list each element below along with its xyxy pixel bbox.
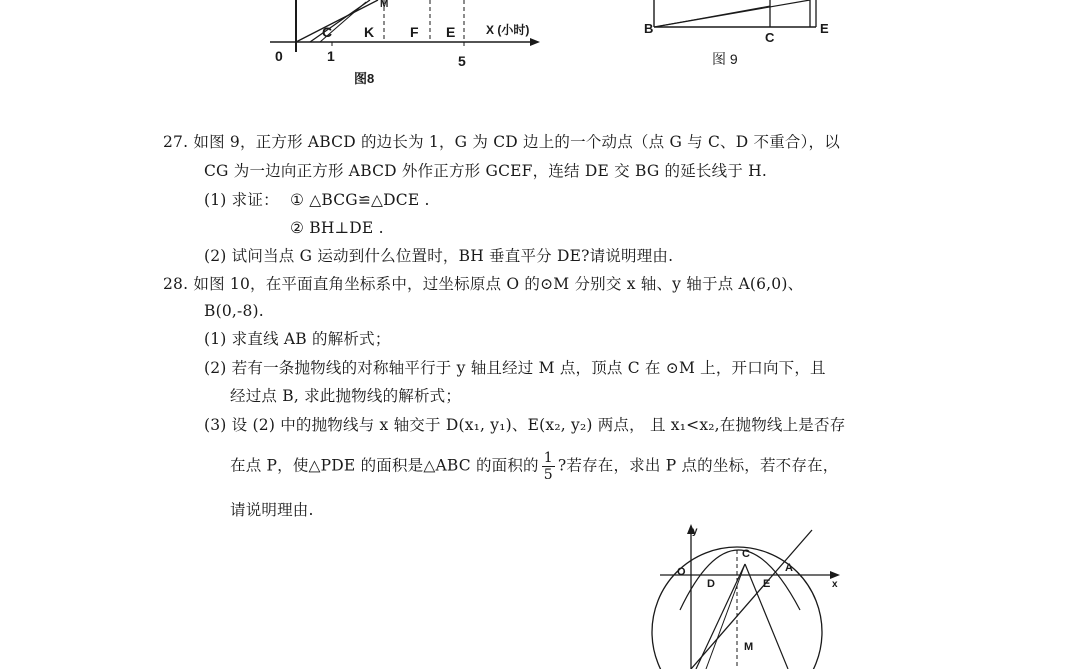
fig10-point-e: E xyxy=(763,578,771,590)
q28-line-2: B(0,-8). xyxy=(204,302,264,320)
q27-line-1: 27. 如图 9，正方形 ABCD 的边长为 1，G 为 CD 边上的一个动点（点 G 与 C、D 不重合），以 xyxy=(163,133,840,151)
fig8-tick-1: 1 xyxy=(327,48,335,64)
fig8-point-e: E xyxy=(446,24,456,40)
fig8-caption: 图8 xyxy=(354,71,375,86)
q27-part2: (2) 试问当点 G 运动到什么位置时，BH 垂直平分 DE?请说明理由. xyxy=(204,247,674,265)
fig8-tick-0: 0 xyxy=(275,48,283,64)
q28-part3-line-1: (3) 设 (2) 中的抛物线与 x 轴交于 D(x₁, y₁)、E(x₂, y₂) 两点， 且 x₁<x₂,在抛物线上是否存 xyxy=(204,416,846,434)
fig8-point-k: K xyxy=(364,24,375,40)
q27-part1-label: (1) 求证： xyxy=(204,191,279,209)
figure-10 xyxy=(640,520,860,669)
fraction-numerator: 1 xyxy=(543,450,553,466)
fig10-point-a: A xyxy=(785,562,793,574)
fig10-point-o: O xyxy=(677,566,686,578)
q27-line-2: CG 为一边向正方形 ABCD 外作正方形 GCEF，连结 DE 交 BG 的延长线于 H. xyxy=(204,162,768,180)
q28-part3-line-2 xyxy=(230,450,838,483)
q28-line-1: 28. 如图 10，在平面直角坐标系中，过坐标原点 O 的⊙M 分别交 x 轴、y 轴于点 A(6,0)、 xyxy=(163,275,804,293)
fig8-point-c: C xyxy=(322,24,333,40)
fig10-label-y: y xyxy=(692,526,698,537)
q28-part3-line-2a: 在点 P，使△PDE 的面积是△ABC 的面积的 xyxy=(230,456,539,475)
q28-part2-line-2: 经过点 B, 求此抛物线的解析式； xyxy=(230,387,462,405)
fig9-point-c: C xyxy=(765,30,775,45)
q28-part2-line-1: (2) 若有一条抛物线的对称轴平行于 y 轴且经过 M 点，顶点 C 在 ⊙M 上，开口向下，且 xyxy=(204,359,826,377)
fig10-point-m: M xyxy=(744,641,754,653)
q28-part1: (1) 求直线 AB 的解析式； xyxy=(204,330,391,348)
fig8-point-m: M xyxy=(380,0,389,10)
fig10-point-c: C xyxy=(742,548,750,560)
fraction-one-fifth xyxy=(542,450,555,483)
fraction-denominator: 5 xyxy=(543,467,553,483)
fig8-tick-5: 5 xyxy=(458,53,466,69)
fig8-point-f: F xyxy=(410,24,419,40)
fig10-label-x: x xyxy=(832,579,838,590)
q28-part3-line-3: 请说明理由. xyxy=(230,501,314,519)
fig8-axis-x-label: X (小时) xyxy=(486,23,530,37)
fig9-point-b: B xyxy=(644,21,654,36)
figure-9 xyxy=(630,0,850,72)
q27-part1-b: ② BH⊥DE . xyxy=(290,219,384,237)
figure-8 xyxy=(260,0,560,95)
q27-part1-a: ① △BCG≌△DCE . xyxy=(290,191,430,209)
q28-part3-line-2b: ?若存在，求出 P 点的坐标，若不存在， xyxy=(557,456,839,475)
fig10-point-d: D xyxy=(707,578,715,590)
fig9-caption: 图 9 xyxy=(712,51,738,67)
fig9-point-e: E xyxy=(820,21,829,36)
